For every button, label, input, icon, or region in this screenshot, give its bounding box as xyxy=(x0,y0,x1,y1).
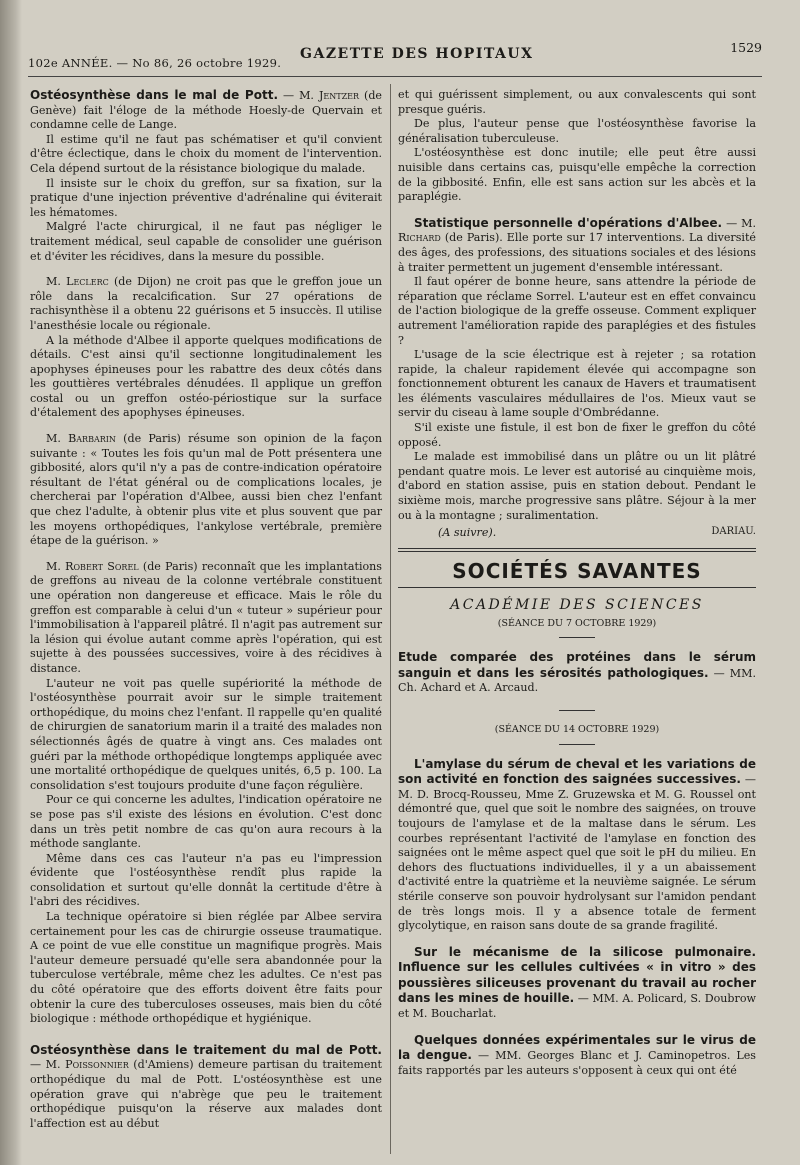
section-title: Ostéosynthèse dans le mal de Pott. xyxy=(30,88,278,102)
session-date: (SÉANCE DU 7 OCTOBRE 1929) xyxy=(497,617,657,629)
paragraph: Malgré l'acte chirurgical, il ne faut pas négliger le traitement médical, seul capable de consolider une guérison et d'éviter les récidives, dans la mesure du possible. xyxy=(30,220,382,263)
communication-title: Sur le mécanisme de la silicose pulmonaire. Influence sur les cellules cultivées « in vitro » des poussières siliceuses provenant du travail au rocher dans les mines de houille. xyxy=(398,944,756,1006)
paragraph: Pour ce qui concerne les adultes, l'indication opératoire ne se pose pas s'il existe des lésions en évolution. C'est donc dans un très petit nombre de cas qu'on aura recours à la méthode sanglante. xyxy=(30,793,382,851)
author-name: M. Barbarin xyxy=(46,432,116,446)
journal-title: GAZETTE DES HOPITAUX xyxy=(300,46,534,62)
paragraph: De plus, l'auteur pense que l'ostéosynthèse favorise la généralisation tuberculeuse. xyxy=(398,117,756,145)
section-title: Ostéosynthèse dans le traitement du mal de Pott. xyxy=(30,1042,382,1057)
paragraph: S'il existe une fistule, il est bon de fixer le greffon du côté opposé. xyxy=(398,421,756,449)
header-rule xyxy=(28,76,762,77)
section-richard: Statistique personnelle d'opérations d'Albee. — M. Richard (de Paris). Elle porte sur 17 interventions. La diversité des âges, des professions, des situations sociales et des lésions à traiter permettent un jugement d'ensemble intéressant. xyxy=(398,215,756,274)
paragraph: L'auteur ne voit pas quelle supériorité la méthode de l'ostéosynthèse pourrait avoir sur le simple traitement orthopédique, du moins chez l'enfant. Il rappelle qu'en qualité de chirurgien de sanatorium marin il a traité des malades non sélectionnés âgés de quatre à vingt ans. Ces malades ont guéri par la méthode orthopédique longtemps appliquée avec une mortalité orthopédique de quelques unités, 6,5 p. 100. La consolidation s'est toujours produite d'une façon régulière. xyxy=(30,676,382,792)
signature: DARIAU. xyxy=(711,526,756,538)
paragraph: et qui guérissent simplement, ou aux convalescents qui sont presque guéris. xyxy=(398,88,756,116)
paragraph-text: (d'Amiens) demeure partisan du traitement orthopédique du mal de Pott. L'ostéosynthèse est une opération grave qui n'abrège que peu le traitement orthopédique puisqu'on la réserve aux malades dont l'affection est au début xyxy=(30,1058,382,1130)
paragraph-text: (de Paris) reconnaît que les implantations de greffons au niveau de la colonne vertébrale constituent une opération non dangereuse et efficace. Mais le rôle du greffon est comparable à celui d'un « tuteur » supérieur pour l'immobilisation à l'appareil plâtré. Il n'agit pas autrement sur la lésion qui évolue autant comme après l'opération, qui est sujette à des poussées successives, voire à des récidives à distance. xyxy=(30,559,383,675)
paragraph: Il estime qu'il ne faut pas schématiser et qu'il convient d'être éclectique, dans le choix du moment de l'intervention. Cela dépend surtout de la résistance biologique du malade. xyxy=(30,132,382,175)
paragraph: L'ostéosynthèse est donc inutile; elle peut être aussi nuisible dans certains cas, puisqu'elle empêche la correction de la gibbosité. Enfin, elle est sans action sur les abcès et la paraplégie. xyxy=(398,146,756,204)
section-title: Statistique personnelle d'opérations d'Albee. xyxy=(414,215,723,230)
author-name: M. Robert Sorel xyxy=(46,559,139,573)
communication-silicose xyxy=(398,945,756,1022)
communication-authors: — MM. A. Policard, S. Doubrow et M. Boucharlat. xyxy=(398,992,756,1021)
paragraph-text: (de Paris). Elle porte sur 17 interventions. La diversité des âges, des professions, des situations sociales et des lésions à traiter permettent un jugement d'ensemble intéressant. xyxy=(398,231,756,274)
double-rule xyxy=(398,548,756,552)
author-name: M. Jentzer xyxy=(299,89,359,102)
communication-authors: — M. D. Brocq-Rousseu, Mme Z. Gruzewska et M. G. Roussel xyxy=(398,773,756,801)
left-column xyxy=(30,88,382,1131)
page-header xyxy=(28,40,762,80)
paragraph-text: ont démontré que, quel que soit le nombre des saignées, on trouve toujours de l'amylase et de la maltase dans le sérum. Les courbes représentant l'activité de l'amylase en fonction des saignées ont le même aspect quel que soit le pH du milieu. En dehors des fluctuations individuelles, il y a un abaissement d'activité entre la quatrième et la neuvième saignée. Le sérum stérile conserve son pouvoir hydrolysant sur l'amidon pendant de très longs mois. Il y a absence totale de ferment glycolytique, en raison sans doute de sa grande fragilité. xyxy=(398,787,757,933)
section-heading-societies: SOCIÉTÉS SAVANTES xyxy=(452,559,702,584)
communication-authors: — MM. Ch. Achard et A. Arcaud. xyxy=(398,666,756,695)
communication-achard xyxy=(398,650,756,696)
paragraph-text: (de Paris) résume son opinion de la façon suivante : « Toutes les fois qu'un mal de Pott présentera une gibbosité, alors qu'il n'y a pas de contre-indication opératoire résultant de l'état général ou de complications locales, je chercherai par l'opération d'Albee, aussi bien chez l'enfant que chez l'adulte, à obtenir plus vite et plus souvent que par les moyens orthopédiques, l'ankylose vertébrale, première étape de la guérison. » xyxy=(30,432,382,548)
paragraph: L'usage de la scie électrique est à rejeter ; sa rotation rapide, la chaleur rapidement élevée qui accompagne son fonctionnement obturent les canaux de Havers et traumatisent les éléments vasculaires médullaires de l'os. Mieux vaut se servir du ciseau à lame souple d'Ombrédanne. xyxy=(398,348,756,420)
session-date: (SÉANCE DU 14 OCTOBRE 1929) xyxy=(494,723,660,735)
page-number: 1529 xyxy=(730,40,762,55)
section-rule xyxy=(398,587,756,588)
continued-note: (A suivre). xyxy=(438,525,497,539)
communication-title: Quelques données expérimentales sur le virus de la dengue. xyxy=(398,1032,756,1063)
section-sorel xyxy=(30,560,382,677)
paragraph: La technique opératoire si bien réglée par Albee servira certainement pour les cas de chirurgie osseuse traumatique. A ce point de vue elle constitue un magnifique progrès. Mais l'auteur demeure persuadé qu'elle sera abandonnée pour la tuberculose vertébrale, même chez les adultes. Ce n'est pas du côté opératoire que des efforts doivent être faits pour obtenir la cure des tuberculoses osseuses, mais bien du côté biologique : méthode orthopédique et hygiénique. xyxy=(30,910,382,1026)
binding-gutter xyxy=(0,0,22,1165)
section-barbarin xyxy=(30,432,382,549)
communication-dengue xyxy=(398,1033,756,1079)
paragraph: Même dans ces cas l'auteur n'a pas eu l'impression évidente que l'ostéosynthèse rendît plus rapide la consolidation et surtout qu'elle donnât la certitude d'être à l'abri des récidives. xyxy=(30,851,382,909)
paragraph-text: (de Dijon) ne croit pas que le greffon joue un rôle dans la recalcification. Sur 27 opérations de rachisynthèse il a obtenu 22 guérisons et 5 insuccès. Il utilise l'anesthésie locale ou régionale. xyxy=(30,275,382,332)
paragraph: A la méthode d'Albee il apporte quelques modifications de détails. C'est ainsi qu'il sectionne longitudinalement les apophyses épineuses pour les rabattre des deux côtés dans les gouttières vertébrales dénudées. Il applique un greffon costal ou un greffon ostéo-périostique sur la surface d'étalement des apophyses épineuses. xyxy=(30,333,382,420)
short-rule xyxy=(559,744,595,745)
short-rule xyxy=(559,637,595,638)
communication-authors: — MM. Georges Blanc et J. Caminopetros. xyxy=(471,1049,731,1063)
author-name: M. Richard xyxy=(398,216,756,245)
column-divider xyxy=(390,84,391,1154)
right-column xyxy=(398,88,756,1078)
author-name: M. Poissonnier xyxy=(45,1058,129,1072)
paragraph: Le malade est immobilisé dans un plâtre ou un lit plâtré pendant quatre mois. Le lever est autorisé au cinquième mois, d'abord en station assise, puis en station debout. Pendant le sixième mois, marche progressive sans plâtre. Séjour à la mer ou à la montagne ; suralimentation. xyxy=(398,450,756,522)
section-leclerc xyxy=(30,275,382,333)
communication-title: Etude comparée des protéines dans le sérum sanguin et dans les sérosités pathologiques. xyxy=(398,650,756,680)
paragraph-text: (de Genève) fait l'éloge de la méthode Hoesly-de Quervain et condamne celle de Lange. xyxy=(30,89,382,132)
paragraph: Il insiste sur le choix du greffon, sur sa fixation, sur la pratique d'une injection préventive d'adrénaline qui éviterait les hématomes. xyxy=(30,176,382,219)
paragraph: Il faut opérer de bonne heure, sans attendre la période de réparation que réclame Sorrel. L'auteur est en effet convaincu de l'action biologique de la greffe osseuse. Comment expliquer autrement l'amélioration rapide des paraplégies et des fistules ? xyxy=(398,275,756,347)
issue-line: 102e ANNÉE. — No 86, 26 octobre 1929. xyxy=(28,56,282,70)
paragraph-text: Les faits rapportés par les auteurs s'opposent à ceux qui ont été xyxy=(398,1049,757,1077)
section-jentzer: Ostéosynthèse dans le mal de Pott. — M. Jentzer (de Genève) fait l'éloge de la méthode Hoesly-de Quervain et condamne celle de Lange. xyxy=(30,88,382,132)
communication-amylase xyxy=(398,757,756,934)
author-name: M. Leclerc xyxy=(46,275,109,289)
communication-title: L'amylase du sérum de cheval et les variations de son activité en fonction des saignées successives. xyxy=(398,756,756,787)
section-poissonnier: Ostéosynthèse dans le traitement du mal de Pott. — M. Poissonnier (d'Amiens) demeure partisan du traitement orthopédique du mal de Pott. L'ostéosynthèse est une opération grave qui n'abrège que peu le traitement orthopédique puisqu'on la réserve aux malades dont l'affection est au début xyxy=(30,1042,382,1130)
short-rule xyxy=(559,710,595,711)
academy-heading: ACADÉMIE DES SCIENCES xyxy=(450,597,704,613)
